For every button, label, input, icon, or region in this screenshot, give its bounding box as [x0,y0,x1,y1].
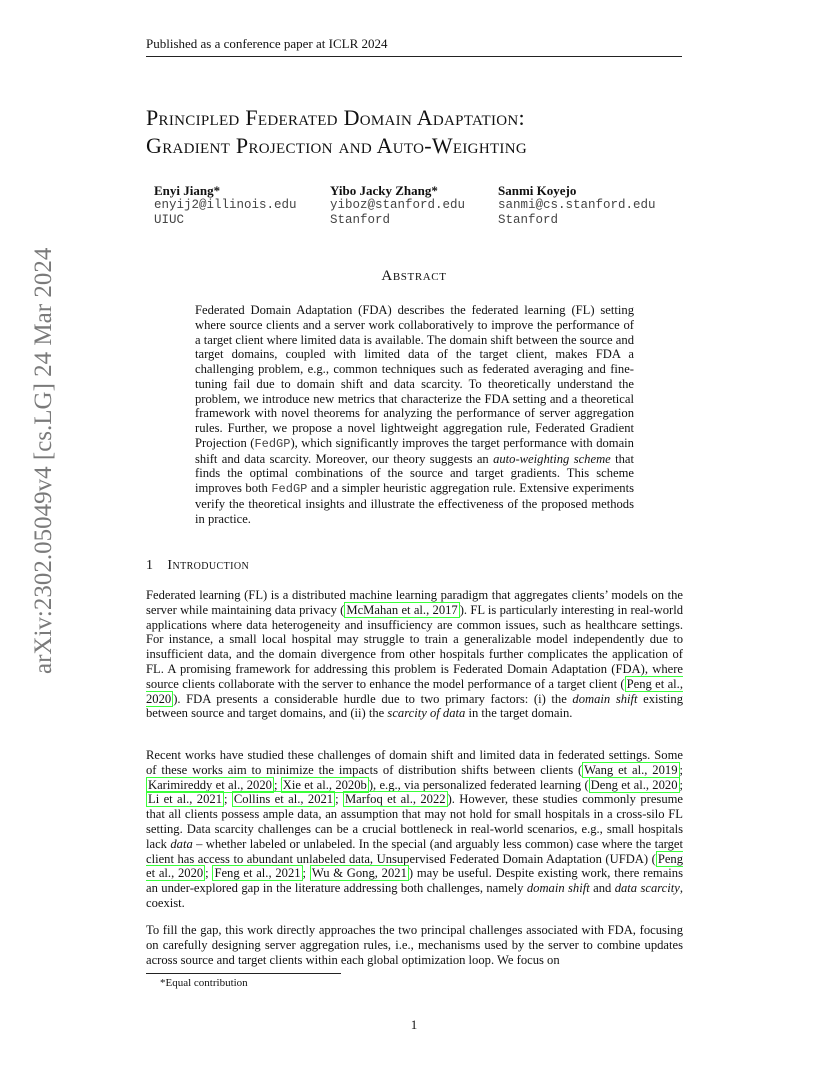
paragraph-text: ; [302,866,310,881]
intro-paragraph-2 [146,748,683,911]
paragraph-emphasis: data [170,836,193,851]
citation-link[interactable]: Xie et al., 2020b [282,777,367,792]
citation-link[interactable]: Feng et al., 2021 [214,866,301,881]
citation-link[interactable]: Marfoq et al., 2022 [344,792,446,807]
author-name: Sanmi Koyejo [498,183,577,198]
author-email: enyij2@illinois.edu [154,198,297,212]
abstract-emphasis: auto-weighting scheme [493,451,611,466]
title-line-2: Gradient Projection and Auto-Weighting [146,133,527,158]
intro-paragraph-1 [146,588,683,721]
page-number: 1 [410,1017,418,1032]
abstract-heading: Abstract [381,268,447,284]
author-name: Enyi Jiang* [154,183,221,198]
citation-link[interactable]: Karimireddy et al., 2020 [148,777,272,792]
paper-title [146,104,706,160]
paragraph-text: Recent works have studied these challenges of domain shift and limited data in federated settings. Some of these works aim to minimize the impacts of distribution shifts between clients ( [146,748,683,777]
paragraph-text: , coexist. [146,881,684,910]
paragraph-text: ; [224,792,232,807]
author-email: yiboz@stanford.edu [330,198,466,212]
paragraph-text: ; [205,866,213,881]
intro-paragraph-3: To fill the gap, this work directly approaches the two principal challenges associated with FDA, focusing on carefully designing server aggregation rules, i.e., mechanisms used by the server to combine updates across source and target clients within each global optimization loop. We focus on [146,923,683,967]
paragraph-text: ), e.g., via personalized federated learning ( [368,777,589,792]
paragraph-text: ; [679,777,683,792]
author-1 [154,183,297,228]
author-2 [330,183,465,228]
citation-link[interactable]: McMahan et al., 2017 [346,602,458,617]
paragraph-text: ; [679,762,683,777]
paragraph-text: – whether labeled or unlabeled. In the special (and arguably less common) case where the target client has access to abundant unlabeled data, Unsupervised Federated Domain Adaptation (UFDA) ( [146,836,684,866]
abstract-text-part: and a simpler heuristic aggregation rule. Extensive experiments verify the theoretical insights and illustrate the effectiveness of the proposed methods in practice. [195,481,635,526]
paragraph-emphasis: domain shift [526,881,590,896]
paragraph-text: ). FL is particularly interesting in real-world applications where data heterogeneity and insufficiency are common issues, such as healthcare settings. For instance, a small local hospital may struggle to train a generalizable model independently due to insufficient data, and the domain divergence from other hospitals further complicates the application of FL. A promising framework for addressing this problem is Federated Domain Adaptation (FDA), where source clients collaborate with the server to enhance the model performance of a target client ( [146,602,684,691]
author-affiliation: Stanford [330,213,391,227]
author-affiliation: UIUC [154,213,185,227]
citation-link[interactable]: Li et al., 2021 [148,792,222,807]
author-name: Yibo Jacky Zhang* [330,183,438,198]
citation-link[interactable]: Wu & Gong, 2021 [311,866,407,881]
citation-link[interactable]: Deng et al., 2020 [590,777,678,792]
footnote: *Equal contribution [160,977,248,989]
citation-link[interactable]: Wang et al., 2019 [584,762,678,777]
citation-link[interactable]: Collins et al., 2021 [233,792,334,807]
title-line-1: Principled Federated Domain Adaptation: [146,105,525,130]
paragraph-emphasis: domain shift [572,691,638,706]
paragraph-text: ). FDA presents a considerable hurdle due to two primary factors: (i) the [173,691,573,706]
paragraph-emphasis: data scarcity [614,881,680,896]
paragraph-text: ; [273,777,281,792]
paragraph-text: ; [335,792,343,807]
author-affiliation: Stanford [498,213,559,227]
footnote-divider [146,973,341,974]
section-title: Introduction [167,558,250,573]
paragraph-text: ). However, these studies commonly presume that all clients possess ample data, an assumption that may not hold for small hospitals in a cross-silo FL setting. Data scarcity challenges can be a crucial bottleneck in real-world scenarios, e.g., small hospitals lack [146,792,683,851]
paragraph-text: and [589,881,615,896]
paragraph-text: in the target domain. [465,706,573,721]
abstract-text-part: that finds the optimal combinations of the source and target gradients. This scheme improves both [195,451,635,495]
paragraph-emphasis: scarcity of data [387,706,466,721]
arxiv-sidebar-stamp: arXiv:2302.05049v4 [cs.LG] 24 Mar 2024 [30,247,57,674]
abstract-text [195,303,634,526]
paragraph-text: existing between source and target domains, and (ii) the [146,691,684,721]
running-header: Published as a conference paper at ICLR 2024 [146,36,682,57]
method-name-code: FedGP [271,482,308,496]
author-email: sanmi@cs.stanford.edu [498,198,656,212]
author-3 [498,183,656,228]
abstract-text-part: Federated Domain Adaptation (FDA) describes the federated learning (FL) setting where source clients and a server work collaboratively to improve the performance of a target client where limited data is available. The domain shift between the source and target domains, coupled with limited data of the target client, makes FDA a challenging problem, e.g., common techniques such as federated averaging and fine-tuning fail due to domain shift and data scarcity. To theoretically understand the problem, we introduce new metrics that characterize the FDA setting and a theoretical framework with novel theorems for analyzing the performance of server aggregation rules. Further, we propose a novel lightweight aggregation rule, Federated Gradient Projection ( [195,303,634,450]
section-number: 1 [146,558,154,573]
section-heading [146,558,249,574]
paragraph-text: ) may be useful. Despite existing work, there remains an under-explored gap in the literature addressing both challenges, namely [146,866,683,896]
citation-link[interactable]: Peng et al., 2020 [146,851,683,881]
paragraph-text: Federated learning (FL) is a distributed machine learning paradigm that aggregates clients’ models on the server while maintaining data privacy ( [146,588,683,617]
citation-link[interactable]: Peng et al., 2020 [146,676,683,706]
abstract-text-part: ), which significantly improves the target performance with domain shift and data scarcity. Moreover, our theory suggests an [195,435,634,466]
method-name-code: FedGP [254,436,291,451]
